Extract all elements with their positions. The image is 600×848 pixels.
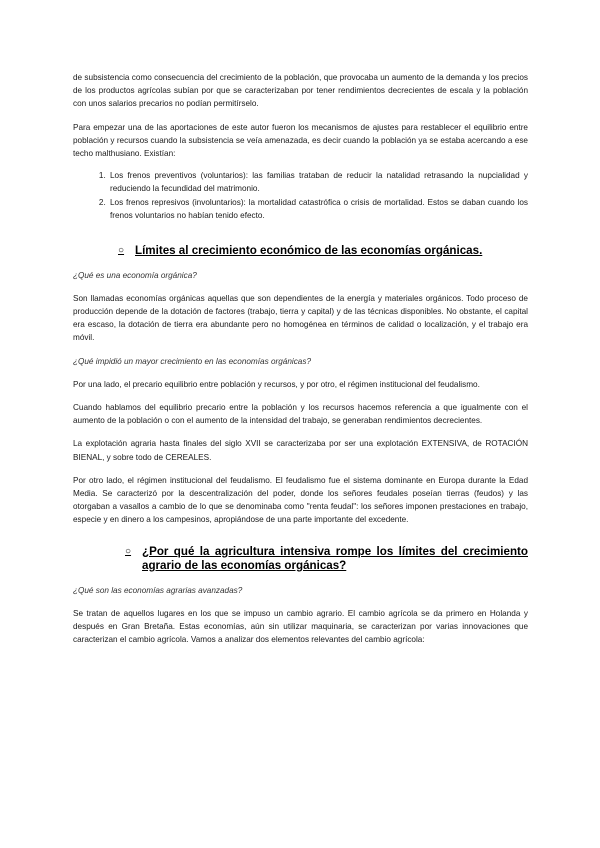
document-body	[73, 71, 528, 646]
paragraph-diminishing-returns: Cuando hablamos del equilibrio precario entre la población y los recursos hacemos referencia a que igualmente con el aumento de la población o con el aumento de la intensidad del trabajo, se generaban rendimientos decrecientes.	[73, 402, 528, 426]
paragraph-precarious-balance: Por una lado, el precario equilibrio entre población y recursos, y por otro, el régimen institucional del feudalismo.	[73, 379, 480, 389]
hollow-circle-bullet-icon: ○	[125, 545, 132, 557]
paragraph-subsistence: de subsistencia como consecuencia del crecimiento de la población, que provocaba un aumento de la demanda y los precios de los productos agrícolas subían por que se caracterizaban por tener rendimientos decrecientes de escala y la población con unos salarios precarios no podían permitírselo.	[73, 73, 528, 109]
list-item-preventive-checks: 1. Los frenos preventivos (voluntarios): las familias trataban de reducir la natalidad retrasando la nupcialidad y reduciendo la fecundidad del matrimonio.	[108, 169, 528, 195]
paragraph-agrarian-change: Se tratan de aquellos lugares en los que se impuso un cambio agrario. El cambio agrícola se da primero en Holanda y después en Gran Bretaña. Estas economías, aún sin utilizar maquinaria, se caracterizan por varias innovaciones que caracterizan el cambio agrícola. Vamos a analizar dos elementos relevantes del cambio agrícola:	[73, 608, 528, 645]
list-item-repressive-checks: 2. Los frenos represivos (involuntarios): la mortalidad catastrófica o crisis de mortalidad. Estos se daban cuando los frenos voluntarios no habían tenido efecto.	[108, 196, 528, 222]
section-heading-organic-limits	[118, 244, 508, 259]
question-organic-economy: ¿Qué es una economía orgánica?	[73, 270, 197, 280]
section-heading-intensive-agriculture	[125, 545, 528, 574]
paragraph-extensive-exploitation: La explotación agraria hasta finales del siglo XVII se caracterizaba por ser una explotación EXTENSIVA, de ROTACIÓN BIENAL, y sobre todo de CEREALES.	[73, 439, 528, 462]
hollow-circle-bullet-icon: ○	[118, 245, 125, 257]
section-heading-text: ¿Por qué la agricultura intensiva rompe los límites del crecimiento agrario de las economías orgánicas?	[142, 544, 528, 573]
paragraph-organic-economies: Son llamadas economías orgánicas aquellas que son dependientes de la energía y materiales orgánicos. Todo proceso de producción depende de la dotación de factores (trabajo, tierra y capital) y de las técnicas disponibles. No obstante, el capital era escaso, la dotación de tierra era abundante pero no homogénea en términos de calidad o localización, y el trabajo era móvil.	[73, 293, 528, 343]
question-advanced-agrarian-economies: ¿Qué son las economías agrarias avanzadas?	[73, 585, 243, 595]
section-heading-text: Límites al crecimiento económico de las economías orgánicas.	[135, 244, 483, 258]
paragraph-adjustment-mechanisms: Para empezar una de las aportaciones de este autor fueron los mecanismos de ajustes para restablecer el equilibrio entre población y recursos cuando la subsistencia se veía amenazada, es decir cuando la población ya se estaba acercando a ese techo malthusiano. Existían:	[73, 122, 528, 159]
question-growth-limits: ¿Qué impidió un mayor crecimiento en las economías orgánicas?	[73, 356, 312, 366]
checks-list	[73, 169, 528, 222]
paragraph-feudalism: Por otro lado, el régimen institucional del feudalismo. El feudalismo fue el sistema dominante en Europa durante la Edad Media. Se caracterizó por la descentralización del poder, donde los señores feudales poseían tierras (feudos) y las otorgaban a vasallos a cambio de lo que se denominaba como "renta feudal": los señores imponen prestaciones en trabajo, especie y en dinero a los campesinos, apropiándose de una parte importante del excedente.	[73, 475, 528, 525]
